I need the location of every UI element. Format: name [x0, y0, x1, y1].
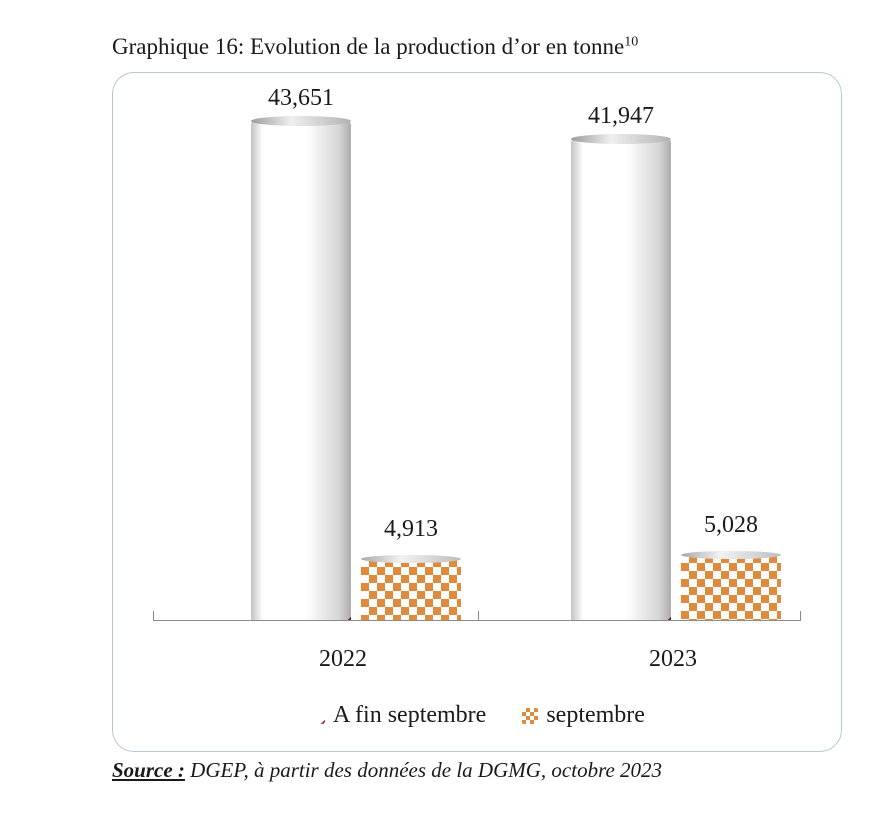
bar-label-2022-septembre: 4,913: [384, 516, 438, 542]
source-label: Source :: [112, 758, 185, 782]
chart-caption: [112, 34, 638, 60]
bar-2023-a-fin-septembre: [571, 139, 671, 621]
x-axis-tick-middle: [478, 611, 479, 621]
bar-label-2022-a-fin-septembre: 43,651: [268, 85, 334, 111]
bar-2023-septembre: [681, 555, 781, 621]
chart-container: [112, 72, 842, 752]
legend-label-a-fin-septembre: A fin septembre: [333, 702, 487, 728]
bar-label-2023-a-fin-septembre: 41,947: [588, 103, 654, 129]
x-axis-line: [153, 620, 801, 621]
plot-area: [153, 85, 801, 621]
source-text: DGEP, à partir des données de la DGMG, octobre 2023: [184, 758, 663, 782]
legend-label-septembre: septembre: [546, 702, 645, 728]
x-axis-tick-end: [800, 611, 801, 621]
bar-2022-septembre: [361, 559, 461, 621]
source-line: [112, 758, 662, 783]
bar-label-2023-septembre: 5,028: [704, 512, 758, 538]
bar-2022-a-fin-septembre: [251, 121, 351, 621]
chart-legend: [113, 702, 841, 729]
legend-item-septembre[interactable]: [522, 702, 645, 729]
x-axis-tick-start: [153, 611, 154, 621]
category-label-2023: 2023: [649, 646, 697, 672]
legend-item-a-fin-septembre[interactable]: [309, 702, 486, 729]
category-label-2022: 2022: [319, 646, 367, 672]
legend-swatch-orange-icon: [522, 708, 538, 724]
chart-caption-footnote: 10: [624, 34, 639, 50]
legend-swatch-red-icon: [309, 708, 325, 724]
chart-caption-text: Graphique 16: Evolution de la production d’or en tonne: [112, 34, 625, 59]
